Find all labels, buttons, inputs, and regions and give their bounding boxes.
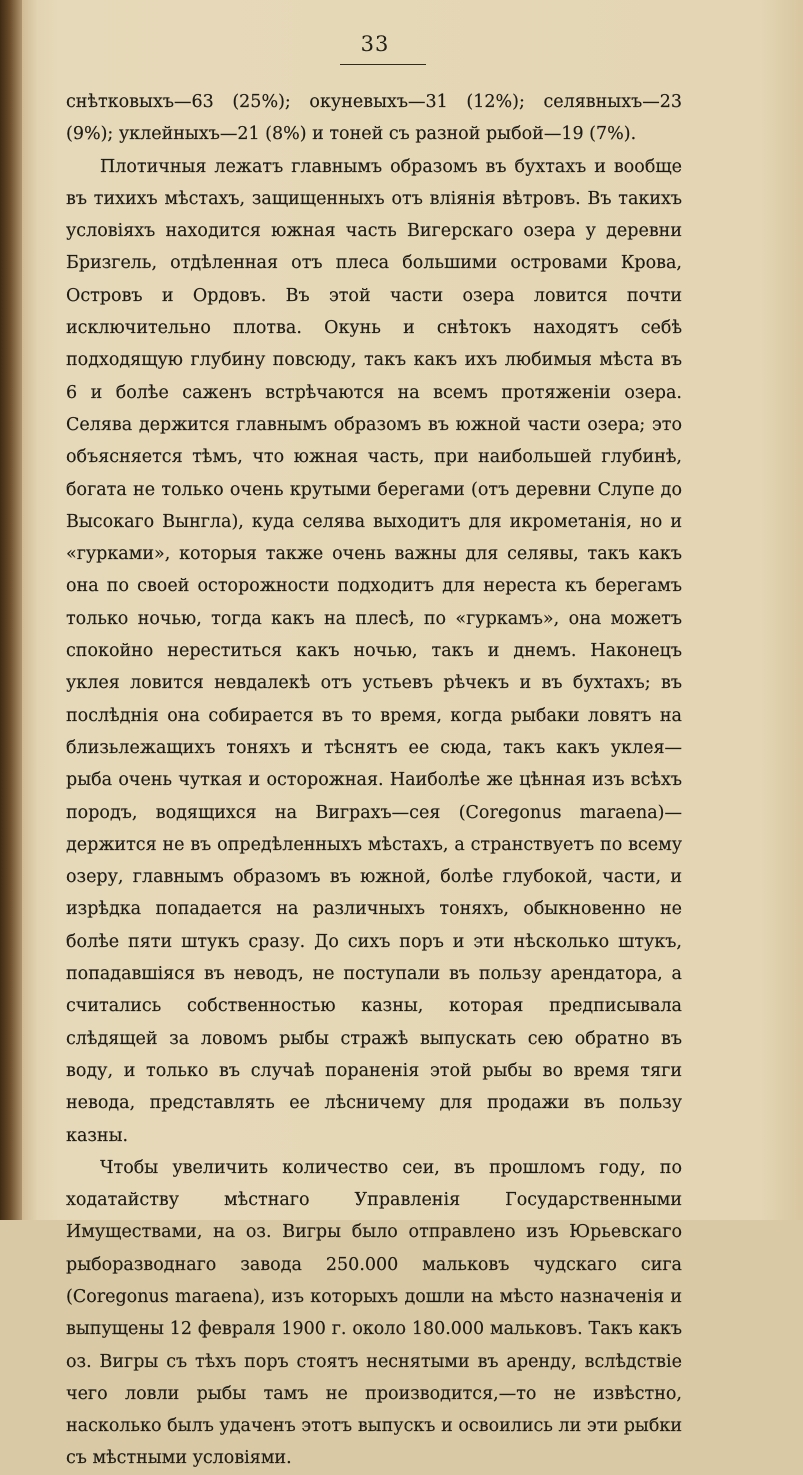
page-number-rule: [340, 64, 426, 65]
book-spine-shadow: [0, 0, 22, 1220]
paragraph-whitefish-stocking: Чтобы увеличить количество сеи, въ прошломъ году, по ходатайству мѣстнаго Управленія Государственными Имуществами, на оз. Вигры было отправлено изъ Юрьевскаго рыборазводнаго завода 250.000 мальковъ чудскаго сига (Coregonus maraena), изъ которыхъ дошли на мѣсто назначенія и выпущены 12 февраля 1900 г. около 180.000 мальковъ. Такъ какъ оз. Вигры съ тѣхъ поръ стоятъ неснятыми въ аренду, вслѣдствіе чего ловли рыбы тамъ не производится,—то не извѣстно, насколько былъ удаченъ этотъ выпускъ и освоились ли эти рыбки съ мѣстными условіями.: [66, 1157, 682, 1469]
page-number: 33: [360, 32, 390, 56]
paragraph-fish-habitats: Плотичныя лежатъ главнымъ образомъ въ бухтахъ и вообще въ тихихъ мѣстахъ, защищенныхъ отъ вліянія вѣтровъ. Въ такихъ условіяхъ находится южная часть Вигерскаго озера у деревни Бризгель, отдѣленная отъ плеса большими островами Крова, Островъ и Ордовъ. Въ этой части озера ловится почти исключительно плотва. Окунь и снѣтокъ находятъ себѣ подходящую глубину повсюду, такъ какъ ихъ любимыя мѣста въ 6 и болѣе саженъ встрѣчаются на всемъ протяженіи озера. Селява держится главнымъ образомъ въ южной части озера; это объясняется тѣмъ, что южная часть, при наибольшей глубинѣ, богата не только очень крутыми берегами (отъ деревни Слупе до Высокаго Вынгла), куда селява выходитъ для икрометанія, но и «гурками», которыя также очень важны для селявы, такъ какъ она по своей осторожности подходитъ для нереста къ берегамъ только ночью, тогда какъ на плесѣ, по «гуркамъ», она можетъ спокойно нереститься какъ ночью, такъ и днемъ. Наконецъ уклея ловится невдалекѣ отъ устьевъ рѣчекъ и въ бухтахъ; въ послѣднія она собирается въ то время, когда рыбаки ловятъ на близьлежащихъ тоняхъ и тѣснятъ ее сюда, такъ какъ уклея—рыба очень чуткая и осторожная. Наиболѣе же цѣнная изъ всѣхъ породъ, водящихся на Виграхъ—сея (Coregonus maraena)—держится не въ опредѣленныхъ мѣстахъ, а странствуетъ по всему озеру, главнымъ образомъ въ южной, болѣе глубокой, части, и изрѣдка попадается на различныхъ тоняхъ, обыкновенно не болѣе пяти штукъ сразу. До сихъ поръ и эти нѣсколько штукъ, попадавшіяся въ неводъ, не поступали въ пользу арендатора, а считались собственностью казны, которая предписывала слѣдящей за ловомъ рыбы стражѣ выпускать сею обратно въ воду, и только въ случаѣ пораненія этой рыбы во время тяги невода, представлять ее лѣсничему для продажи въ пользу казны.: [66, 156, 682, 1146]
body-text: [66, 86, 682, 1475]
paragraph-continuation: снѣтковыхъ—63 (25%); окуневыхъ—31 (12%); селявныхъ—23 (9%); уклейныхъ—21 (8%) и тоней съ разной рыбой—19 (7%).: [66, 92, 682, 145]
